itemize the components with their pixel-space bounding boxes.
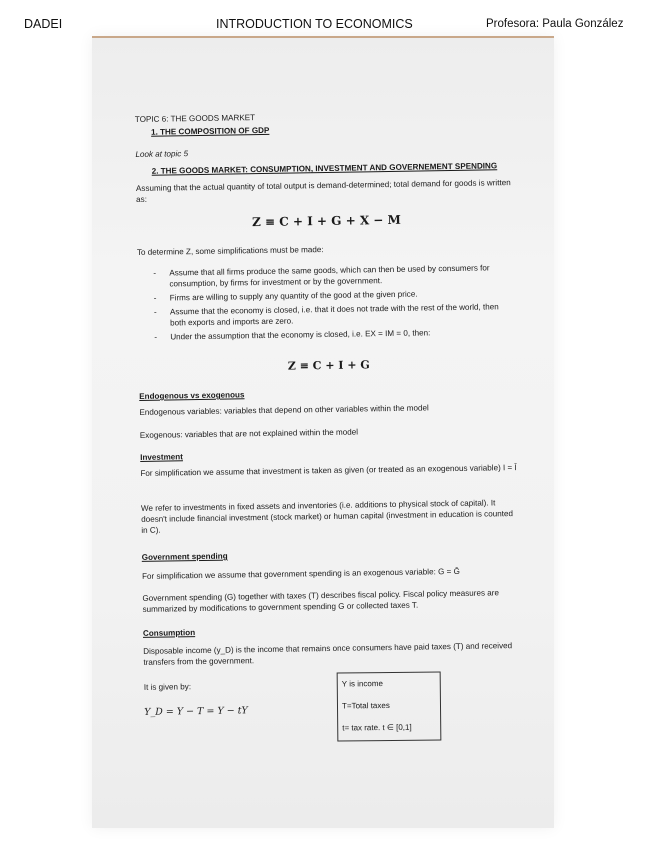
- endogenous-definition: Endogenous variables: variables that depend on other variables within the model: [139, 403, 429, 417]
- look-at-topic: Look at topic 5: [135, 149, 189, 159]
- section-1-heading: 1. THE COMPOSITION OF GDP: [151, 125, 270, 137]
- investment-heading: Investment: [140, 452, 183, 462]
- exogenous-definition: Exogenous: variables that are not explained within the model: [139, 427, 359, 440]
- assumptions-list: [153, 262, 514, 346]
- list-item: - Firms are willing to supply any quantity of the good at the given price.: [154, 287, 514, 304]
- government-paragraph-1: For simplification we assume that government spending is an exogenous variable: G = Ḡ: [141, 566, 460, 581]
- government-heading: Government spending: [141, 551, 228, 562]
- intro-paragraph: Assuming that the actual quantity of total output is demand-determined; total demand for goods is written as:: [135, 178, 511, 204]
- investment-paragraph-1: For simplification we assume that investment is taken as given (or treated as an exogenous variable) I = Ī: [140, 463, 517, 478]
- list-item: - Under the assumption that the economy is closed, i.e. EX = IM = 0, then:: [154, 326, 514, 343]
- legend-taxes: T=Total taxes: [341, 700, 390, 711]
- list-item: - Assume that all firms produce the same goods, which can then be used by consumers for consumption, by firms for investment or by the government.: [153, 262, 513, 290]
- consumption-heading: Consumption: [142, 628, 196, 638]
- header-title: INTRODUCTION TO ECONOMICS: [216, 17, 413, 31]
- consumption-paragraph: Disposable income (y_D) is the income that remains once consumers have paid taxes (T) and received transfers from the government.: [143, 641, 513, 667]
- investment-paragraph-2: We refer to investments in fixed assets and inventories (i.e. additions to physical stock of capital). It doesn't include financial investment (stock market) or human capital (investment in education is counted in C).: [140, 498, 513, 535]
- legend-income: Y is income: [341, 679, 384, 689]
- list-item: - Assume that the economy is closed, i.e. that it does not trade with the rest of the world, then both exports and imports are zero.: [154, 301, 514, 329]
- simplifications-intro: To determine Z, some simplifications must be made:: [136, 245, 324, 257]
- header-left-label: DADEI: [24, 17, 63, 31]
- disposable-income-formula: Y_D = Y − T = Y − tY: [144, 705, 248, 718]
- formula-total-demand: Z ≡ C + I + G + X − M: [251, 212, 402, 230]
- section-2-heading: 2. THE GOODS MARKET: CONSUMPTION, INVESTMENT AND GOVERNEMENT SPENDING: [151, 161, 498, 176]
- topic-title: TOPIC 6: THE GOODS MARKET: [134, 113, 256, 124]
- header-professor: Profesora: Paula González: [486, 18, 624, 30]
- variable-legend-box: [337, 671, 442, 741]
- endogenous-heading: Endogenous vs exogenous: [139, 390, 245, 401]
- given-by-label: It is given by:: [143, 682, 192, 692]
- legend-tax-rate: t= tax rate. t ∈ [0,1]: [342, 722, 412, 733]
- formula-closed-economy: Z ≡ C + I + G: [287, 358, 370, 373]
- government-paragraph-2: Government spending (G) together with taxes (T) describes fiscal policy. Fiscal policy measures are summarized by modifications to government spending G or collected taxes T.: [142, 588, 500, 614]
